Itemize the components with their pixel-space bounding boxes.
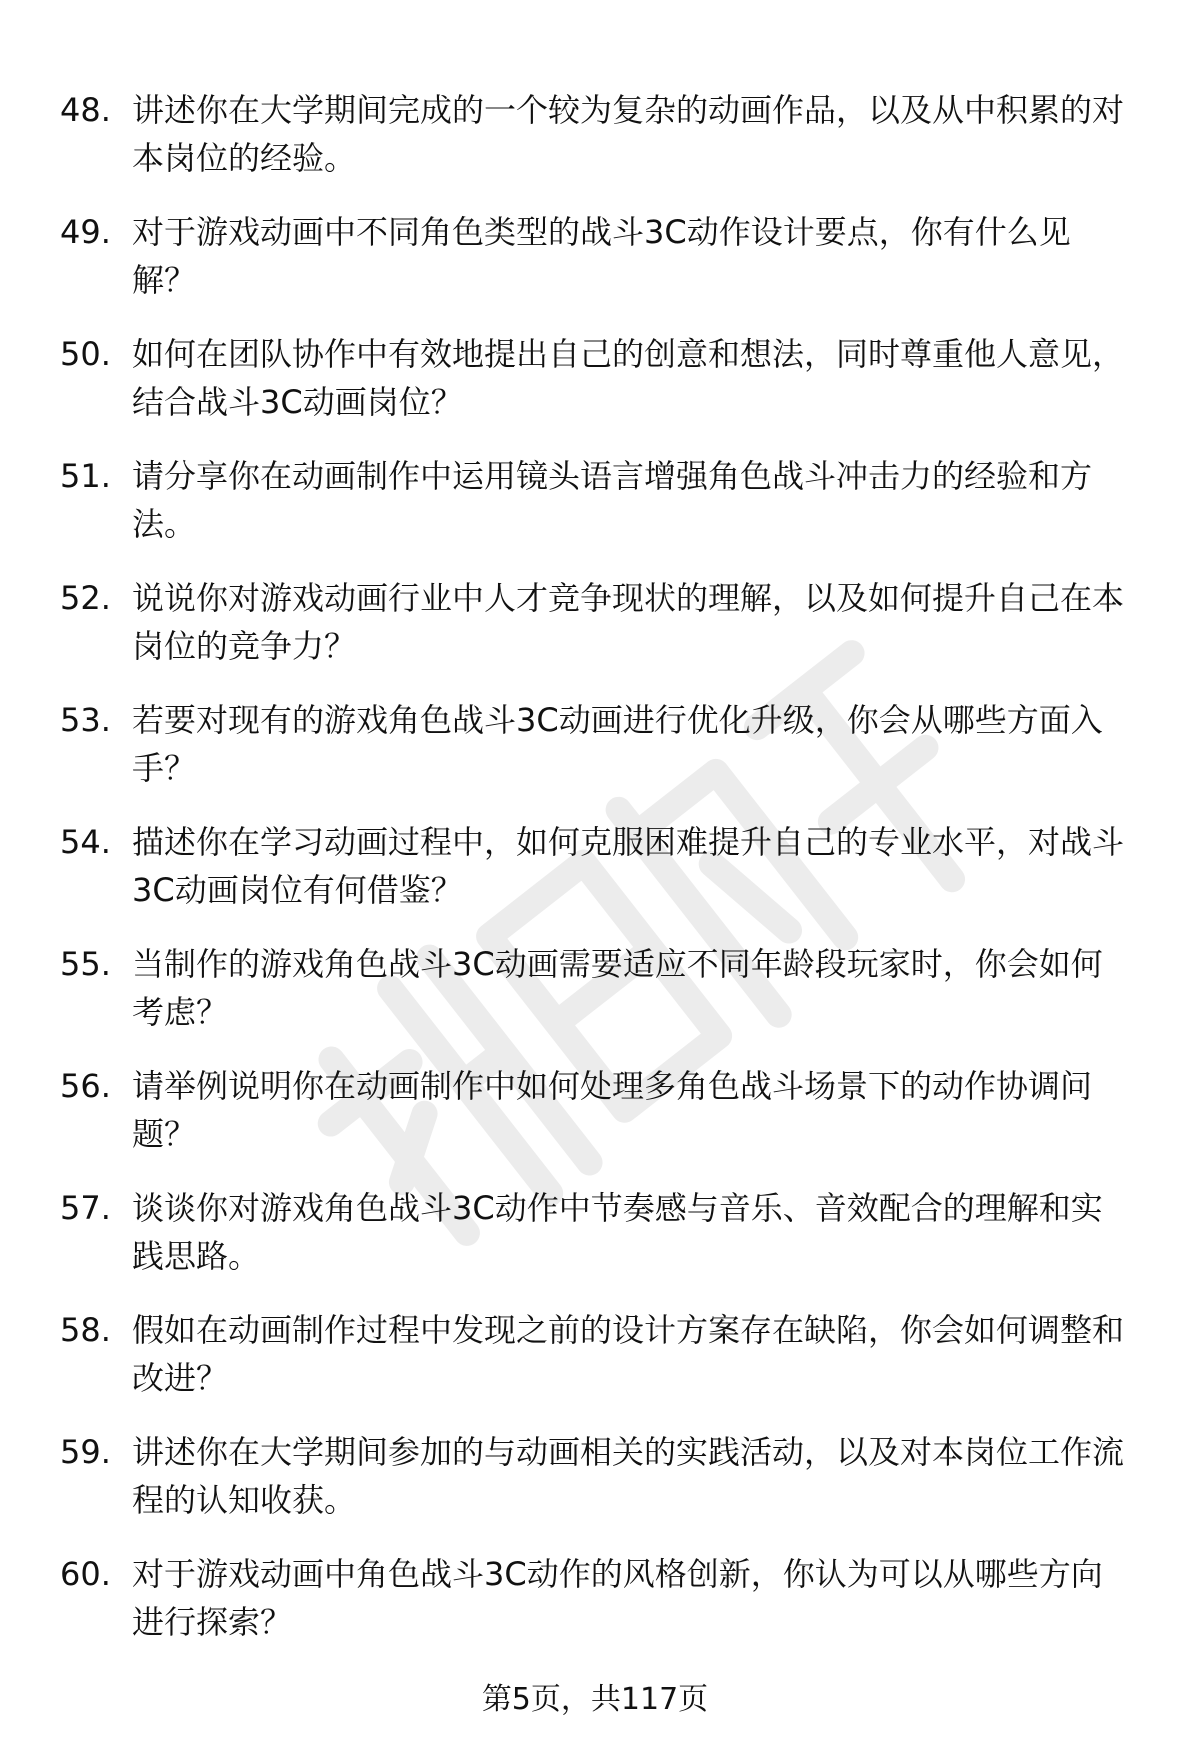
question-item — [60, 452, 1160, 562]
question-number: 53. — [60, 701, 111, 739]
question-text: 讲述你在大学期间完成的一个较为复杂的动画作品，以及从中积累的对本岗位的经验。 — [132, 91, 1125, 177]
question-item — [60, 1550, 1160, 1660]
question-number: 48. — [60, 91, 111, 129]
question-item — [60, 696, 1160, 806]
question-number: 51. — [60, 457, 111, 495]
question-text: 若要对现有的游戏角色战斗3C动画进行优化升级，你会从哪些方面入手？ — [132, 701, 1103, 787]
question-text: 对于游戏动画中角色战斗3C动作的风格创新，你认为可以从哪些方向进行探索？ — [132, 1555, 1103, 1641]
question-number: 59. — [60, 1433, 111, 1471]
question-item — [60, 1428, 1160, 1538]
question-number: 57. — [60, 1189, 111, 1227]
question-item — [60, 574, 1160, 684]
question-text: 讲述你在大学期间参加的与动画相关的实践活动，以及对本岗位工作流程的认知收获。 — [132, 1433, 1125, 1519]
question-text: 假如在动画制作过程中发现之前的设计方案存在缺陷，你会如何调整和改进？ — [132, 1311, 1125, 1397]
question-number: 58. — [60, 1311, 111, 1349]
question-text: 请举例说明你在动画制作中如何处理多角色战斗场景下的动作协调问题？ — [132, 1067, 1093, 1153]
question-item — [60, 1306, 1160, 1416]
question-number: 49. — [60, 213, 111, 251]
question-item — [60, 818, 1160, 928]
question-list — [60, 86, 1160, 1672]
question-text: 描述你在学习动画过程中，如何克服困难提升自己的专业水平，对战斗3C动画岗位有何借鉴？ — [132, 823, 1125, 909]
question-item — [60, 208, 1160, 318]
question-item — [60, 330, 1160, 440]
question-number: 60. — [60, 1555, 111, 1593]
page-footer: 第5页，共117页 — [481, 1682, 709, 1717]
question-item — [60, 86, 1160, 196]
question-text: 谈谈你对游戏角色战斗3C动作中节奏感与音乐、音效配合的理解和实践思路。 — [132, 1189, 1103, 1275]
question-number: 54. — [60, 823, 111, 861]
question-text: 如何在团队协作中有效地提出自己的创意和想法，同时尊重他人意见，结合战斗3C动画岗位？ — [132, 335, 1125, 421]
question-text: 对于游戏动画中不同角色类型的战斗3C动作设计要点，你有什么见解？ — [132, 213, 1071, 299]
question-text: 说说你对游戏动画行业中人才竞争现状的理解，以及如何提升自己在本岗位的竞争力？ — [132, 579, 1125, 665]
question-number: 55. — [60, 945, 111, 983]
question-text: 当制作的游戏角色战斗3C动画需要适应不同年龄段玩家时，你会如何考虑？ — [132, 945, 1103, 1031]
question-number: 52. — [60, 579, 111, 617]
question-item — [60, 940, 1160, 1050]
question-number: 56. — [60, 1067, 111, 1105]
question-item — [60, 1184, 1160, 1294]
question-item — [60, 1062, 1160, 1172]
question-text: 请分享你在动画制作中运用镜头语言增强角色战斗冲击力的经验和方法。 — [132, 457, 1093, 543]
question-number: 50. — [60, 335, 111, 373]
